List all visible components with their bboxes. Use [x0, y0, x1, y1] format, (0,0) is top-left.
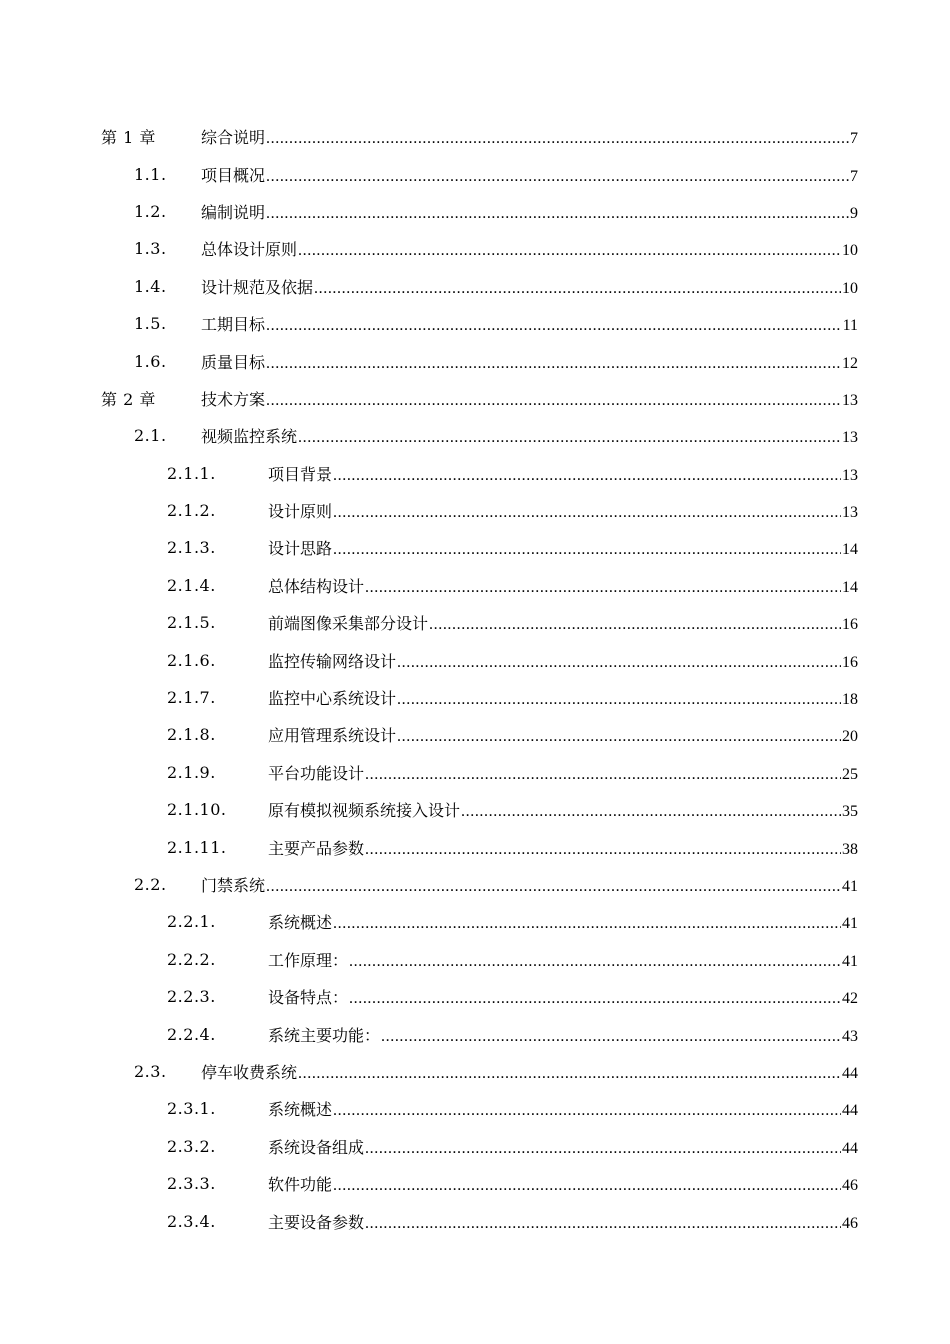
dot-leader [365, 1140, 841, 1158]
toc-entry-page-number: 10 [842, 242, 858, 260]
toc-entry-number: 2.1.8. [167, 725, 216, 745]
toc-entry-number: 1.1. [134, 164, 167, 184]
toc-entry-title: 应用管理系统设计 [268, 726, 397, 746]
toc-entry-line [201, 873, 858, 896]
toc-entry-number: 2.3.4. [167, 1211, 216, 1231]
toc-entry-line [268, 499, 858, 522]
toc-entry-title: 停车收费系统 [201, 1062, 298, 1082]
toc-entry-page-number: 13 [842, 466, 858, 484]
toc-entry-title: 工期目标 [201, 315, 266, 335]
toc-entry[interactable] [0, 1053, 950, 1090]
toc-entry-title: 技术方案 [201, 389, 266, 409]
toc-entry[interactable] [0, 716, 950, 753]
toc-entry-number: 2.3. [134, 1061, 167, 1081]
toc-entry-number: 第 1 章 [101, 128, 156, 148]
toc-entry[interactable] [0, 978, 950, 1015]
toc-entry-page-number: 38 [842, 840, 858, 858]
toc-entry[interactable] [0, 604, 950, 641]
dot-leader [349, 990, 841, 1008]
toc-entry[interactable] [0, 305, 950, 342]
toc-entry-number: 2.1.9. [167, 762, 216, 782]
toc-entry-page-number: 13 [842, 391, 858, 409]
dot-leader [381, 1028, 841, 1046]
toc-entry-title: 主要产品参数 [268, 838, 365, 858]
dot-leader [397, 728, 841, 746]
toc-entry-title: 工作原理： [268, 950, 349, 970]
dot-leader [365, 1215, 841, 1233]
toc-entry-number: 2.1. [134, 426, 167, 446]
toc-entry-title: 项目背景 [268, 464, 333, 484]
toc-entry-title: 系统设备组成 [268, 1137, 365, 1157]
toc-entry-number: 1.4. [134, 276, 167, 296]
toc-entry-title: 总体结构设计 [268, 576, 365, 596]
table-of-contents [0, 118, 950, 1240]
toc-entry-page-number: 9 [850, 204, 858, 222]
toc-entry[interactable] [0, 791, 950, 828]
toc-entry-title: 平台功能设计 [268, 763, 365, 783]
dot-leader [333, 504, 841, 522]
toc-entry-title: 总体设计原则 [201, 240, 298, 260]
toc-entry[interactable] [0, 455, 950, 492]
toc-entry[interactable] [0, 903, 950, 940]
toc-entry-title: 项目概况 [201, 165, 266, 185]
toc-entry[interactable] [0, 380, 950, 417]
toc-entry-number: 2.3.1. [167, 1099, 216, 1119]
toc-entry-line [201, 275, 858, 298]
toc-entry[interactable] [0, 268, 950, 305]
toc-entry-line [268, 462, 858, 485]
toc-entry-number: 2.2.3. [167, 987, 216, 1007]
toc-entry[interactable] [0, 941, 950, 978]
toc-entry-page-number: 13 [842, 429, 858, 447]
toc-entry-title: 系统概述 [268, 913, 333, 933]
toc-entry-line [201, 237, 858, 260]
toc-entry-line [201, 387, 858, 410]
toc-entry-number: 2.1.2. [167, 501, 216, 521]
toc-entry-number: 2.2.2. [167, 949, 216, 969]
toc-entry-line [268, 1097, 858, 1120]
toc-entry[interactable] [0, 641, 950, 678]
toc-entry-page-number: 25 [842, 765, 858, 783]
toc-entry-number: 2.1.1. [167, 463, 216, 483]
toc-entry[interactable] [0, 155, 950, 192]
toc-entry[interactable] [0, 230, 950, 267]
toc-entry-line [201, 163, 858, 186]
toc-entry-number: 2.3.2. [167, 1136, 216, 1156]
dot-leader [266, 130, 849, 148]
dot-leader [365, 766, 841, 784]
dot-leader [333, 467, 841, 485]
toc-entry-number: 2.1.5. [167, 613, 216, 633]
dot-leader [266, 355, 841, 373]
toc-entry-title: 软件功能 [268, 1175, 333, 1195]
toc-entry-line [268, 649, 858, 672]
toc-entry-line [268, 723, 858, 746]
toc-entry[interactable] [0, 417, 950, 454]
toc-entry[interactable] [0, 1128, 950, 1165]
dot-leader [298, 1065, 841, 1083]
toc-entry-line [268, 985, 858, 1008]
toc-entry-title: 主要设备参数 [268, 1212, 365, 1232]
toc-entry-page-number: 43 [842, 1027, 858, 1045]
toc-entry-page-number: 18 [842, 691, 858, 709]
dot-leader [298, 429, 841, 447]
toc-entry-line [201, 1060, 858, 1083]
toc-entry-page-number: 13 [842, 504, 858, 522]
toc-entry[interactable] [0, 1165, 950, 1202]
dot-leader [461, 803, 841, 821]
toc-entry-number: 1.5. [134, 314, 167, 334]
toc-entry-title: 门禁系统 [201, 876, 266, 895]
toc-entry[interactable] [0, 118, 950, 155]
toc-entry-line [268, 1023, 858, 1046]
toc-entry[interactable] [0, 679, 950, 716]
toc-entry-page-number: 41 [842, 878, 858, 895]
toc-entry-line [201, 125, 858, 148]
toc-entry-line [201, 424, 858, 447]
toc-entry-page-number: 20 [842, 728, 858, 746]
toc-entry-line [201, 200, 858, 223]
toc-entry[interactable] [0, 492, 950, 529]
dot-leader [314, 280, 841, 298]
toc-entry-page-number: 7 [850, 167, 858, 185]
toc-entry-number: 2.1.3. [167, 538, 216, 558]
toc-entry-page-number: 44 [842, 1102, 858, 1120]
toc-entry-title: 质量目标 [201, 352, 266, 372]
toc-entry[interactable] [0, 1090, 950, 1127]
dot-leader [365, 579, 841, 597]
toc-entry-number: 1.3. [134, 239, 167, 259]
toc-entry[interactable] [0, 754, 950, 791]
toc-entry-title: 设备特点： [268, 988, 349, 1008]
toc-entry-page-number: 46 [842, 1214, 858, 1232]
toc-entry-line [268, 1172, 858, 1195]
toc-entry-number: 1.6. [134, 351, 167, 371]
toc-entry-title: 设计规范及依据 [201, 277, 314, 297]
dot-leader [397, 654, 841, 672]
dot-leader [266, 878, 841, 896]
toc-entry-line [268, 1135, 858, 1158]
toc-entry[interactable] [0, 1202, 950, 1239]
toc-entry-page-number: 14 [842, 578, 858, 596]
toc-entry-line [201, 312, 858, 335]
toc-entry-title: 前端图像采集部分设计 [268, 614, 429, 634]
dot-leader [349, 953, 841, 971]
toc-entry-title: 系统概述 [268, 1100, 333, 1120]
toc-entry-page-number: 35 [842, 803, 858, 821]
dot-leader [333, 1177, 841, 1195]
dot-leader [397, 691, 841, 709]
toc-entry-number: 2.1.11. [167, 837, 227, 857]
toc-entry[interactable] [0, 567, 950, 604]
toc-entry-page-number: 7 [850, 130, 858, 148]
toc-entry-line [268, 536, 858, 559]
toc-entry-number: 2.2. [134, 875, 167, 894]
toc-entry-number: 2.2.4. [167, 1024, 216, 1044]
toc-entry-page-number: 16 [842, 616, 858, 634]
toc-entry-page-number: 16 [842, 653, 858, 671]
toc-entry-page-number: 10 [842, 279, 858, 297]
toc-entry-line [268, 761, 858, 784]
toc-entry-number: 第 2 章 [101, 389, 156, 409]
toc-entry-page-number: 12 [842, 354, 858, 372]
dot-leader [298, 242, 841, 260]
toc-entry-line [268, 798, 858, 821]
toc-entry-number: 2.1.7. [167, 688, 216, 708]
toc-entry-line [268, 836, 858, 859]
toc-entry-title: 原有模拟视频系统接入设计 [268, 801, 461, 821]
toc-entry-number: 2.1.4. [167, 575, 216, 595]
toc-entry-line [268, 910, 858, 933]
toc-entry[interactable] [0, 529, 950, 566]
toc-entry-line [268, 1210, 858, 1233]
toc-entry-number: 2.1.6. [167, 650, 216, 670]
toc-entry-title: 编制说明 [201, 202, 266, 222]
toc-entry-line [268, 574, 858, 597]
toc-entry-page-number: 41 [842, 915, 858, 933]
toc-entry[interactable] [0, 1015, 950, 1052]
toc-entry-page-number: 41 [842, 952, 858, 970]
toc-entry-line [268, 948, 858, 971]
toc-entry-title: 监控中心系统设计 [268, 689, 397, 709]
toc-entry-title: 设计思路 [268, 539, 333, 559]
toc-entry-number: 2.3.3. [167, 1174, 216, 1194]
toc-entry-number: 1.2. [134, 201, 167, 221]
toc-entry-page-number: 11 [842, 317, 858, 335]
dot-leader [266, 168, 849, 186]
dot-leader [266, 317, 842, 335]
toc-entry[interactable] [0, 828, 950, 865]
toc-entry[interactable] [0, 866, 950, 903]
toc-entry-line [268, 611, 858, 634]
toc-entry-title: 综合说明 [201, 128, 266, 148]
toc-entry-line [268, 686, 858, 709]
toc-entry-page-number: 42 [842, 990, 858, 1008]
toc-entry[interactable] [0, 193, 950, 230]
toc-entry-title: 设计原则 [268, 502, 333, 522]
dot-leader [333, 1102, 841, 1120]
dot-leader [266, 392, 841, 410]
toc-entry[interactable] [0, 342, 950, 379]
toc-entry-page-number: 46 [842, 1177, 858, 1195]
toc-entry-title: 系统主要功能： [268, 1025, 381, 1045]
toc-entry-title: 视频监控系统 [201, 427, 298, 447]
dot-leader [333, 541, 841, 559]
toc-entry-page-number: 44 [842, 1139, 858, 1157]
dot-leader [429, 616, 841, 634]
dot-leader [266, 205, 849, 223]
dot-leader [333, 915, 841, 933]
toc-entry-page-number: 44 [842, 1064, 858, 1082]
toc-entry-title: 监控传输网络设计 [268, 651, 397, 671]
toc-entry-number: 2.1.10. [167, 800, 227, 820]
toc-entry-line [201, 350, 858, 373]
dot-leader [365, 841, 841, 859]
toc-entry-page-number: 14 [842, 541, 858, 559]
toc-entry-number: 2.2.1. [167, 912, 216, 932]
